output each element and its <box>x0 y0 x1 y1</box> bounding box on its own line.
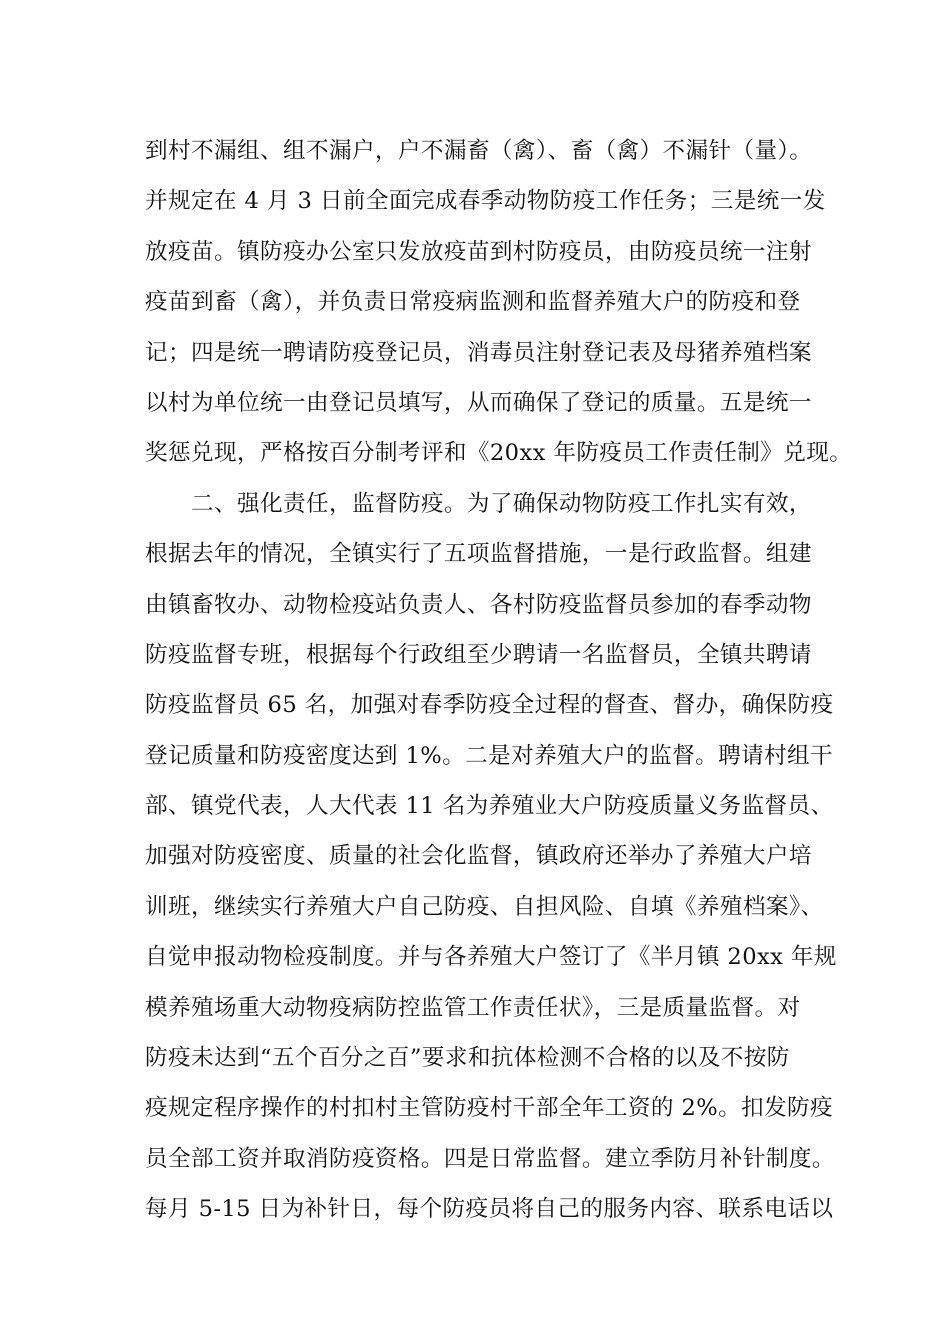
text-line: 由镇畜牧办、动物检疫站负责人、各村防疫监督员参加的春季动物 <box>145 591 812 618</box>
text-line: 自觉申报动物检疫制度。并与各养殖大户签订了《半月镇 20xx 年规 <box>145 944 837 971</box>
text-line: 防疫监督专班，根据每个行政组至少聘请一名监督员，全镇共聘请 <box>145 641 812 668</box>
text-line: 训班，继续实行养殖大户自己防疫、自担风险、自填《养殖档案》、 <box>145 893 824 920</box>
text-line: 根据去年的情况，全镇实行了五项监督措施，一是行政监督。组建 <box>145 541 812 568</box>
text-line: 部、镇党代表，人大代表 11 名为养殖业大户防疫质量义务监督员、 <box>145 793 834 820</box>
text-line: 疫规定程序操作的村扣村主管防疫村干部全年工资的 2%。扣发防疫 <box>145 1095 834 1122</box>
text-line: 到村不漏组、组不漏户，户不漏畜（禽）、畜（禽）不漏针（量）。 <box>145 138 813 164</box>
text-line: 加强对防疫密度、质量的社会化监督，镇政府还举办了养殖大户培 <box>145 843 812 870</box>
text-line: 疫苗到畜（禽），并负责日常疫病监测和监督养殖大户的防疫和登 <box>145 289 801 316</box>
text-line: 奖惩兑现，严格按百分制考评和《20xx 年防疫员工作责任制》兑现。 <box>145 440 853 467</box>
text-line: 以村为单位统一由登记员填写，从而确保了登记的质量。五是统一 <box>145 389 812 416</box>
text-line: 防疫监督员 65 名，加强对春季防疫全过程的督查、督办，确保防疫 <box>145 692 834 719</box>
text-line: 登记质量和防疫密度达到 1%。二是对养殖大户的监督。聘请村组干 <box>145 742 834 769</box>
text-line: 每月 5-15 日为补针日，每个防疫员将自己的服务内容、联系电话以 <box>145 1196 834 1223</box>
body-text <box>145 126 853 1235</box>
text-line: 放疫苗。镇防疫办公室只发放疫苗到村防疫员，由防疫员统一注射 <box>145 238 812 265</box>
text-line: 防疫未达到“五个百分之百”要求和抗体检测不合格的以及不按防 <box>145 1045 790 1072</box>
paragraph-start-line: 二、强化责任，监督防疫。为了确保动物防疫工作扎实有效， <box>191 490 812 517</box>
text-line: 记；四是统一聘请防疫登记员，消毒员注射登记表及母猪养殖档案 <box>145 339 812 366</box>
text-line: 员全部工资并取消防疫资格。四是日常监督。建立季防月补针制度。 <box>145 1145 835 1172</box>
text-line: 模养殖场重大动物疫病防控监管工作责任状》，三是质量监督。对 <box>145 994 801 1021</box>
text-line: 并规定在 4 月 3 日前全面完成春季动物防疫工作任务；三是统一发 <box>145 188 826 215</box>
